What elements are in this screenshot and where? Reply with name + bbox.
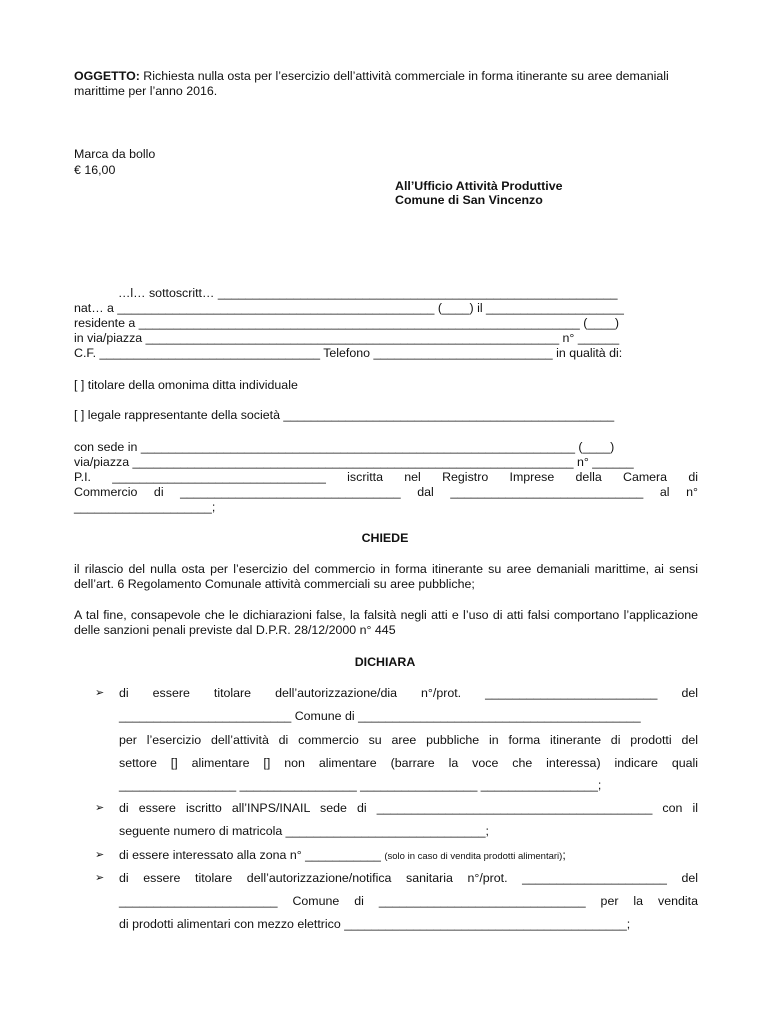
authorization-line-4: settore [] alimentare [] non alimentare (barrare la voce che interessa) indicare quali [119, 756, 698, 770]
form-residence-line: residente a ________________________________________________________________ (____) [74, 316, 620, 330]
inps-line-2: seguente numero di matricola _____________________________; [119, 824, 489, 838]
recipient-municipality: Comune di San Vincenzo [395, 193, 543, 207]
subject-label: OGGETTO: [74, 69, 140, 83]
zone-text: di essere interessato alla zona n° ___________ [119, 848, 385, 862]
declaration-preamble: A tal fine, consapevole che le dichiarazioni false, la falsità negli atti e l’uso di atti falsi comportano l’applicazione delle sanzioni penali previste dal D.P.R. 28/12/2000 n° 445 [74, 608, 698, 637]
form-taxcode-line: C.F. ________________________________ Telefono __________________________ in qualità di: [74, 346, 623, 360]
option-sole-owner: [ ] titolare della omonima ditta individuale [74, 378, 298, 392]
chiede-heading: CHIEDE [361, 531, 409, 545]
zone-end: ; [562, 848, 566, 862]
company-address-line: via/piazza ________________________________________________________________ n° ______ [74, 455, 634, 469]
stamp-duty-amount: € 16,00 [74, 163, 116, 177]
sanitary-line-2: _______________________ Comune di ______________________________ per la vendita [119, 894, 698, 908]
authorization-line-3: per l’esercizio dell’attività di commercio su aree pubbliche in forma itinerante di prodotti del [119, 733, 698, 747]
dichiara-heading: DICHIARA [354, 655, 416, 669]
stamp-duty-label: Marca da bollo [74, 147, 156, 161]
zone-note: (solo in caso di vendita prodotti alimentari) [384, 851, 563, 862]
sanitary-line-3: di prodotti alimentari con mezzo elettrico _________________________________________; [119, 917, 631, 931]
company-seat-line: con sede in _______________________________________________________________ (____) [74, 440, 615, 454]
company-registry-line: Commercio di ________________________________ dal ____________________________ al n° [74, 485, 698, 499]
form-birth-line: nat… a ______________________________________________ (____) il ____________________ [74, 301, 624, 315]
chiede-paragraph: il rilascio del nulla osta per l’esercizio del commercio in forma itinerante su aree demaniali marittime, ai sensi dell’art. 6 Regolamento Comunale attività commerciali su aree pubbliche; [74, 562, 698, 591]
authorization-line-2: _________________________ Comune di _________________________________________ [119, 709, 641, 723]
bullet-arrow-icon: ➢ [95, 872, 105, 884]
subject-text: Richiesta nulla osta per l’esercizio dell’attività commerciale in forma itinerante su aree demaniali marittime per l’anno 2016. [74, 69, 669, 98]
bullet-arrow-icon: ➢ [95, 849, 105, 861]
inps-line-1: di essere iscritto all’INPS/INAIL sede di ________________________________________ con il [119, 801, 698, 815]
company-number-line: ____________________; [74, 500, 216, 514]
form-signatory-line: …l… sottoscritt… __________________________________________________________ [118, 286, 618, 300]
sanitary-line-1: di essere titolare dell’autorizzazione/notifica sanitaria n°/prot. _____________________ del [119, 871, 698, 885]
option-legal-representative: [ ] legale rappresentante della società ________________________________________________ [74, 408, 615, 422]
form-address-line: in via/piazza ____________________________________________________________ n° ______ [74, 331, 620, 345]
subject-paragraph [74, 69, 699, 99]
zone-line [119, 848, 566, 864]
recipient-office: All’Ufficio Attività Produttive [395, 179, 563, 193]
bullet-arrow-icon: ➢ [95, 687, 105, 699]
authorization-line-5: _________________ _________________ _________________ _________________; [119, 778, 602, 792]
authorization-line-1: di essere titolare dell’autorizzazione/dia n°/prot. _________________________ del [119, 686, 698, 700]
bullet-arrow-icon: ➢ [95, 802, 105, 814]
company-vat-line: P.I. _______________________________ iscritta nel Registro Imprese della Camera di [74, 470, 698, 484]
